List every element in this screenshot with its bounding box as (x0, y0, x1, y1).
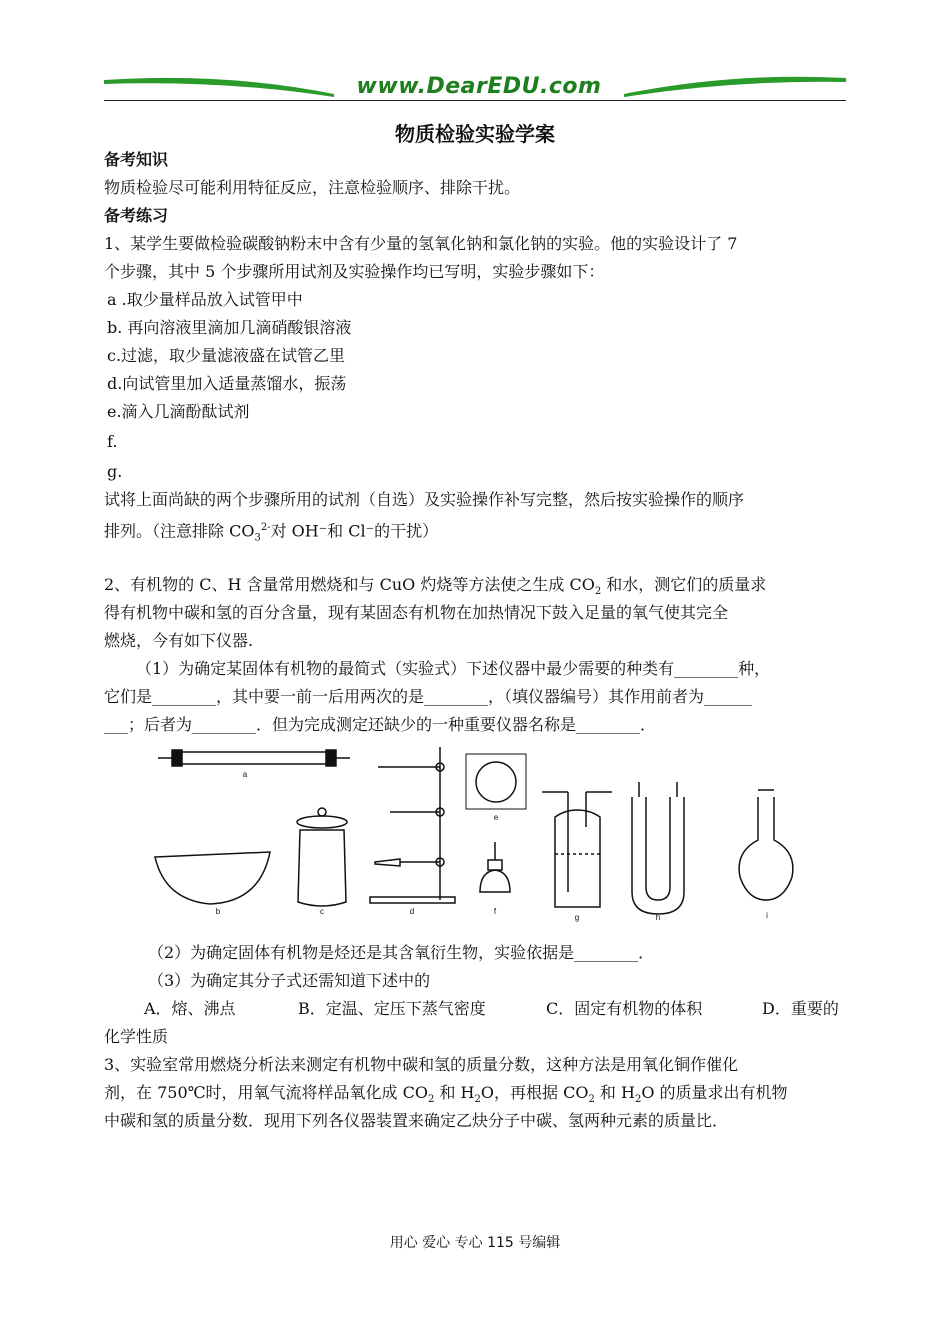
q3-line2-b: 和 H (434, 1083, 475, 1102)
q2-part1-line1: （1）为确定某固体有机物的最简式（实验式）下述仪器中最少需要的种类有________种， (136, 659, 771, 678)
q3-line2-c: O，再根据 CO (480, 1083, 589, 1102)
site-header (104, 70, 846, 102)
q2-option-b: B．定温、定压下蒸气密度 (298, 999, 486, 1018)
q1-ask2 (104, 518, 438, 549)
q1-step-c: c.过滤，取少量滤液盛在试管乙里 (107, 346, 346, 365)
q2-part1-line3: ___；后者为________．但为完成测定还缺少的一种重要仪器名称是________． (104, 715, 657, 734)
page-footer: 用心 爱心 专心 115 号编辑 (389, 1235, 561, 1251)
q2-part3: （3）为确定其分子式还需知道下述中的 (148, 971, 431, 990)
figure-label-f: f (493, 907, 497, 916)
q1-ask2-post: 对 OH⁻和 Cl⁻的干扰） (270, 521, 439, 541)
q3-sub1: 2 (427, 1094, 435, 1106)
q2-line1-b: 和水，测它们的质量求 (601, 575, 767, 594)
q1-ask2-sub: 3 (254, 532, 261, 544)
q3-sub4: 2 (634, 1094, 642, 1106)
q2-line1-a: 2、有机物的 C、H 含量常用燃烧和与 CuO 灼烧等方法使之生成 CO (104, 575, 595, 594)
figure-label-i: i (766, 911, 768, 920)
figure-label-a: a (242, 770, 248, 779)
q3-sub2: 2 (474, 1094, 481, 1106)
wire-gauze-e (466, 754, 526, 809)
alcohol-lamp-f (480, 842, 510, 892)
header-rule (104, 100, 846, 101)
q3-line2 (104, 1083, 788, 1110)
apparatus-drawing (150, 742, 810, 922)
figure-label-d: d (409, 907, 415, 916)
q1-ask2-pre: 排列。（注意排除 CO (104, 521, 255, 541)
q1-step-a: a .取少量样品放入试管甲中 (107, 290, 303, 309)
q2-line1 (104, 575, 766, 602)
crucible-c (297, 808, 347, 906)
q1-line1: 1、某学生要做检验碳酸钠粉末中含有少量的氢氧化钠和氯化钠的实验。他的实验设计了 7 (104, 234, 738, 253)
document-title: 物质检验实验学案 (395, 122, 555, 146)
q3-line2-e: O 的质量求出有机物 (641, 1083, 788, 1102)
q2-option-d: D．重要的 (762, 999, 839, 1018)
figure-label-b: b (215, 907, 221, 916)
gas-washing-bottle-g (542, 792, 612, 907)
q2-options-tail: 化学性质 (104, 1027, 169, 1046)
q2-line3: 燃烧，今有如下仪器. (104, 631, 254, 650)
q2-line2: 得有机物中碳和氢的百分含量，现有某固态有机物在加热情况下鼓入足量的氧气使其完全 (104, 603, 729, 622)
figure-label-h: h (655, 913, 661, 922)
site-logo[interactable]: www.DearEDU.com (356, 74, 602, 99)
q2-line1-sub: 2 (594, 586, 602, 598)
q2-part2: （2）为确定固体有机物是烃还是其含氧衍生物，实验依据是________． (148, 943, 655, 962)
evaporating-dish-b (155, 852, 270, 904)
q2-option-c: C．固定有机物的体积 (546, 999, 703, 1018)
round-flask-i (739, 790, 793, 900)
q3-sub3: 2 (588, 1094, 595, 1106)
q1-step-e: e.滴入几滴酚酞试剂 (107, 402, 250, 421)
figure-label-e: e (493, 813, 499, 822)
q3-line2-a: 剂，在 750℃时，用氧气流将样品氧化成 CO (104, 1083, 428, 1102)
figure-label-c: c (320, 907, 324, 916)
q2-part1-line2: 它们是________，其中要一前一后用两次的是________，（填仪器编号）其作用前者为______ (104, 687, 753, 706)
q1-line2: 个步骤，其中 5 个步骤所用试剂及实验操作均已写明，实验步骤如下： (104, 262, 605, 281)
q1-ask1: 试将上面尚缺的两个步骤所用的试剂（自选）及实验操作补写完整，然后按实验操作的顺序 (104, 490, 745, 509)
q1-step-f: f. (107, 432, 118, 451)
figure-label-g: g (574, 913, 580, 922)
q3-line3: 中碳和氢的质量分数．现用下列各仪器装置来确定乙炔分子中碳、氢两种元素的质量比． (104, 1111, 729, 1130)
q1-step-b: b. 再向溶液里滴加几滴硝酸银溶液 (107, 318, 352, 337)
q1-ask2-sup: 2- (260, 522, 271, 533)
knowledge-heading: 备考知识 (104, 150, 169, 169)
combustion-tube-a (158, 750, 350, 766)
practice-heading: 备考练习 (104, 206, 169, 225)
apparatus-figure (150, 742, 810, 922)
q3-line2-d: 和 H (594, 1083, 635, 1102)
knowledge-text: 物质检验尽可能利用特征反应，注意检验顺序、排除干扰。 (104, 178, 521, 197)
q2-option-a: A．熔、沸点 (144, 999, 236, 1018)
iron-stand-d (370, 747, 455, 903)
q1-step-d: d.向试管里加入适量蒸馏水，振荡 (107, 374, 347, 393)
q1-step-g: g. (107, 462, 123, 481)
u-tube-h (632, 782, 684, 914)
q3-line1: 3、实验室常用燃烧分析法来测定有机物中碳和氢的质量分数，这种方法是用氧化铜作催化 (104, 1055, 739, 1074)
